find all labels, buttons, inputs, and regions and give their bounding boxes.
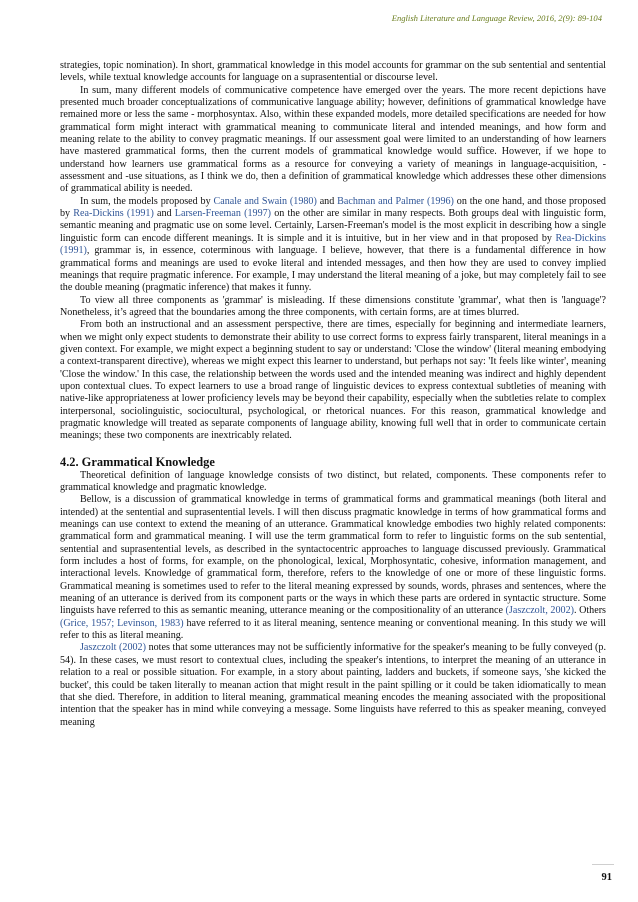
paragraph-text: on the other are similar in many respects. Both groups deal with linguistic form, semantic meaning and pragmatic use on some level. Certainly, Larsen-Freeman's model is the most explicit in describing how a single linguistic form can encode different meanings. It is simple and it is intuitive, but in her view and in that proposed by <box>60 208 607 244</box>
page-number-rule <box>592 864 614 865</box>
running-head: English Literature and Language Review, 2016, 2(9): 89-104 <box>391 13 602 23</box>
paragraph-text: . Others <box>573 605 606 617</box>
paragraphs-before-heading <box>60 60 606 443</box>
paragraph <box>60 470 606 495</box>
citation-link[interactable]: (Jaszczolt, 2002) <box>505 605 574 617</box>
citation-link[interactable]: Rea-Dickins (1991) <box>60 232 606 257</box>
article-body <box>60 60 606 729</box>
paragraph-text: and <box>153 208 175 220</box>
paragraph-text: In sum, many different models of communicative competence have emerged over the years. The more recent depictions have presented much broader conceptualizations of communicative language ability; however, definitions of grammatical knowledge have remained more or less the same - morphosyntax. Also, within these expanded models, more detailed specifications are needed for how grammatical form might interact with grammatical meaning to communicate literal and intended meanings, and how form and meaning relate to the ability to convey pragmatic meanings. If our assessment goal were limited to an understanding of how learners have mastered grammatical forms, then the current models of grammatical knowledge would suffice. However, if we hope to understand how learners use grammatical forms as a resource for conveying a variety of meanings in language-acquisition, -assessment and -use situations, as I think we do, then a definition of grammatical knowledge which addresses these other dimensions of grammatical ability is needed. <box>60 84 606 195</box>
paragraph-text: To view all three components as 'grammar' is misleading. If these dimensions constitute 'grammar', what then is 'language'? Nonetheless, it’s agreed that the boundaries among the three components, with certain forms, are at times blurred. <box>60 294 606 318</box>
citation-link[interactable]: Rea-Dickins (1991) <box>73 208 154 220</box>
section-heading: 4.2. Grammatical Knowledge <box>60 454 215 469</box>
paragraph <box>60 494 606 642</box>
citation-link[interactable]: Larsen-Freeman (1997) <box>174 208 272 220</box>
paragraphs-after-heading <box>60 470 606 729</box>
citation-link[interactable]: (Grice, 1957; Levinson, 1983) <box>60 617 184 629</box>
paragraph <box>60 85 606 196</box>
paragraph <box>60 60 606 85</box>
citation-link[interactable]: Bachman and Palmer (1996) <box>337 195 454 207</box>
paragraph <box>60 642 606 728</box>
page-number: 91 <box>601 872 612 883</box>
paragraph-text: Bellow, is a discussion of grammatical knowledge in terms of grammatical forms and grammatical meanings (both literal and intended) at the sentential and suprasentential levels. I will then discuss pragmatic knowledge in terms of how grammatical forms and meanings can use context to extend the meaning of an utterance. Grammatical knowledge embodies two highly related components: grammatical form and grammatical meaning. I will use the term grammatical form to refer to linguistic forms on the sub sentential, sentential and suprasentential levels, as described in the syntactocentric approaches to language discussed previously. Grammatical form includes a host of forms, for example, on the phonological, lexical, Morphosyntatic, cohesive, information management, and interactional levels. Knowledge of grammatical form, therefore, refers to the knowledge of one or more of these linguistic forms. Grammatical meaning is sometimes used to refer to the literal meaning expressed by sounds, words, phrases and sentences, where the meaning of an utterance is derived from its component parts or the ways in which these parts are ordered in syntactic structure. Some linguists have referred to this as semantic meaning, utterance meaning or the compositionality of an utterance <box>60 494 606 617</box>
paragraph-text: have referred to it as literal meaning, sentence meaning or conventional meaning. In this study we will refer to this as literal meaning. <box>60 617 606 642</box>
paragraph-text: From both an instructional and an assessment perspective, there are times, especially for beginning and intermediate learners, when we might only expect students to demonstrate their ability to use correct forms to express fairly transparent, literal meanings in a given context. For example, we might expect a beginning student to say or understand: 'Close the window' (literal meaning embodying a context-transparent directive), whereas we might expect this learner to understand, but perhaps not say: 'It feels like winter', meaning 'Close the window.' In this case, the relationship between the words used and the intended meaning was indirect and highly dependent upon contextual clues. To expect learners to use a broad range of linguistic devices to express contextual subtleties of meaning with native-like appropriateness at lower proficiency levels may be beyond their capability, especially when the subtleties relate to complex interpersonal, sociolinguistic, sociocultural, psychological, or rhetorical nuances. For this reason, grammatical knowledge and pragmatic knowledge will treated as separate components of language ability, knowing full well that in order to communicate certain meanings; these two components are inextricably related. <box>60 319 606 442</box>
paragraph-text: on the one hand, and those proposed by <box>60 195 606 220</box>
citation-link[interactable]: Canale and Swain (1980) <box>213 195 317 207</box>
paragraph-text: and <box>316 195 338 207</box>
paragraph <box>60 196 606 295</box>
paragraph-text: strategies, topic nomination). In short, grammatical knowledge in this model accounts for grammar on the sub sentential and sentential levels, while textual knowledge accounts for language on a suprasentential or discourse level. <box>60 60 606 84</box>
paragraph <box>60 295 606 320</box>
paragraph-text: Theoretical definition of language knowledge consists of two distinct, but related, components. These components refer to grammatical knowledge and pragmatic knowledge. <box>60 469 606 493</box>
paragraph <box>60 319 606 442</box>
paragraph-text: , grammar is, in essence, coterminous with language. I believe, however, that there is a fundamental difference in how grammatical forms and meanings are used to evoke literal and intended messages, and then how they are used to convey implied meanings that require pragmatic inference. For example, I may understand the literal meaning of a joke, but may completely fail to see the double meaning (pragmatic inference) that makes it funny. <box>60 245 606 294</box>
paragraph-text: In sum, the models proposed by <box>80 195 214 207</box>
citation-link[interactable]: Jaszczolt (2002) <box>80 642 146 654</box>
paragraph-text: notes that some utterances may not be sufficiently informative for the speaker's meaning to be fully conveyed (p. 54). In these cases, we must resort to contextual clues, including the speaker's intentions, to interpret the meaning of an utterance in relation to a real or possible situation. For example, in a story about painting, ladders and buckets, if someone says, 'she kicked the bucket', this could be taken literally to meanan action that might result in the paint spilling or it could be taken idiomatically to mean that she died. Therefore, in addition to literal meaning, grammatical meaning encodes the meaning associated with the propositional intention that the speaker has in mind while conveying a message. Some linguists have referred to this as speaker meaning, conveyed meaning <box>60 642 606 728</box>
